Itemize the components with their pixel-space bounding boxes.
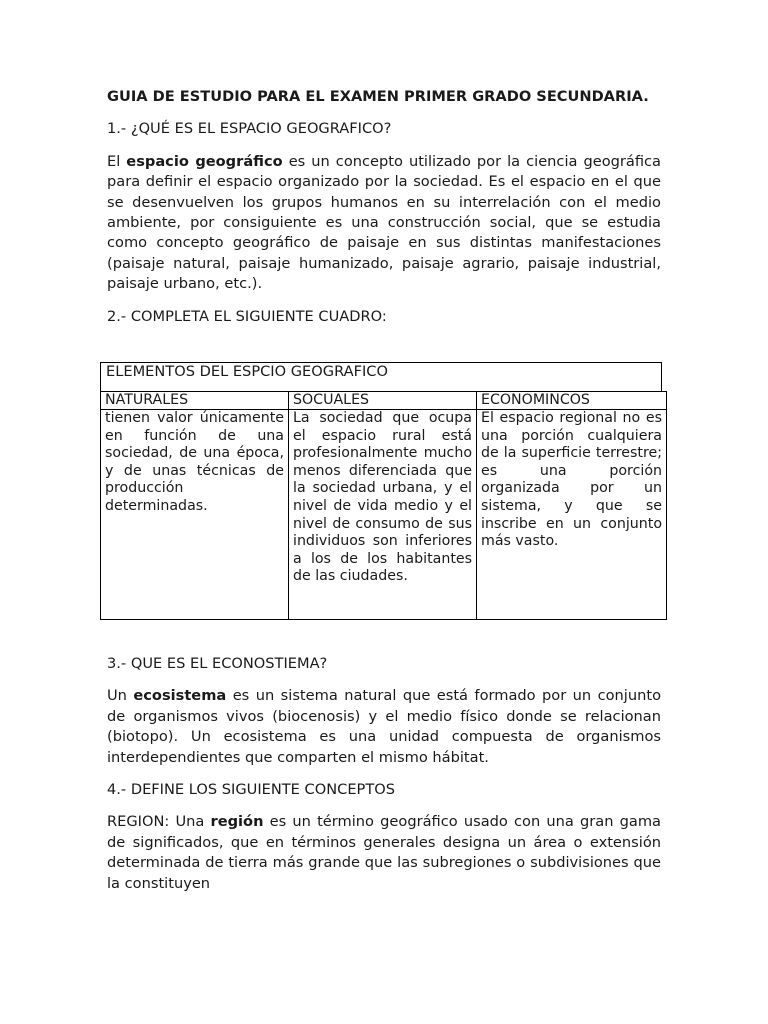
bottom-section [107, 654, 661, 894]
question-1-heading: 1.- ¿QUÉ ES EL ESPACIO GEOGRAFICO? [107, 120, 392, 138]
cell-naturales: tienen valor únicamente en función de una sociedad, de una época, y de unas técnicas de producción determinadas. [101, 410, 289, 620]
q4-lead: REGION: Una [107, 813, 211, 831]
header-socuales: SOCUALES [289, 392, 477, 410]
q3-term: ecosistema [133, 687, 227, 705]
q3-lead: Un [107, 687, 134, 705]
q4-term: región [210, 813, 264, 831]
question-2-heading: 2.- COMPLETA EL SIGUIENTE CUADRO: [107, 307, 387, 325]
table-row [101, 410, 667, 620]
table-header-row [101, 392, 667, 410]
document-title: GUIA DE ESTUDIO PARA EL EXAMEN PRIMER GRADO SECUNDARIA. [107, 88, 649, 105]
header-naturales: NATURALES [101, 392, 289, 410]
cell-socuales: La sociedad que ocupa el espacio rural está profesionalmente mucho menos diferenciada que la sociedad urbana, y el nivel de vida medio y el nivel de consumo de sus individuos son inferiores a los de los habitantes de las ciudades. [289, 410, 477, 620]
q1-lead: El [107, 152, 127, 170]
question-1-answer [107, 152, 661, 295]
table-grid [100, 391, 667, 620]
table-caption: ELEMENTOS DEL ESPCIO GEOGRAFICO [100, 362, 662, 391]
question-3-answer [107, 686, 661, 768]
question-4-heading: 4.- DEFINE LOS SIGUIENTE CONCEPTOS [107, 781, 396, 799]
q4-rest: es un término geográfico usado con una gran gama de significados, que en términos generales designa un área o extensión determinada de tierra más grande que las subregiones o subdivisiones que la constituyen [107, 813, 661, 892]
q1-term: espacio geográfico [126, 152, 283, 170]
question-4-answer [107, 812, 661, 894]
header-economincos: ECONOMINCOS [477, 392, 667, 410]
cell-economincos: El espacio regional no es una porción cualquiera de la superficie terrestre; es una porción organizada por un sistema, y que se inscribe en un conjunto más vasto. [477, 410, 667, 620]
q3-rest: es un sistema natural que está formado por un conjunto de organismos vivos (biocenosis) y el medio físico donde se relacionan (biotopo). Un ecosistema es una unidad compuesta de organismos interdependientes que comparten el mismo hábitat. [107, 687, 661, 766]
q1-rest: es un concepto utilizado por la ciencia geográfica para definir el espacio organizado por la sociedad. Es el espacio en el que se desenvuelven los grupos humanos en su interrelación con el medio ambiente, por consiguiente es una construcción social, que se estudia como concepto geográfico de paisaje en sus distintas manifestaciones (paisaje natural, paisaje humanizado, paisaje agrario, paisaje industrial, paisaje urbano, etc.). [107, 152, 661, 293]
elements-table [100, 362, 666, 620]
question-3-heading: 3.- QUE ES EL ECONOSTIEMA? [107, 655, 328, 672]
top-section [107, 87, 661, 327]
